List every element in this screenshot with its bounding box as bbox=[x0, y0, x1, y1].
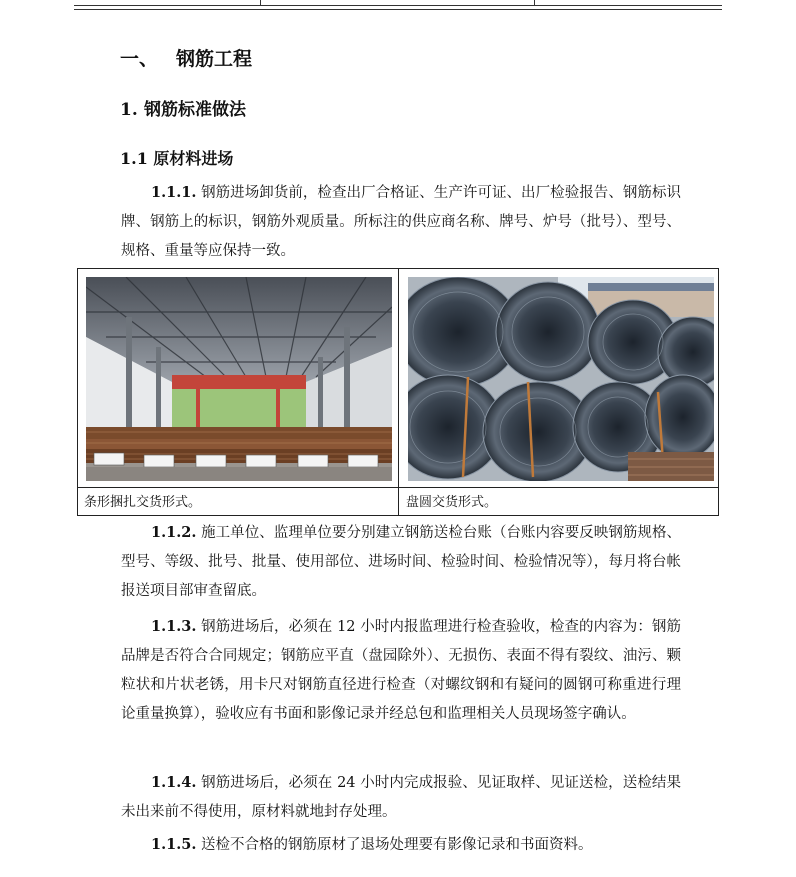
paragraph-1-1-5: 1.1.5. 送检不合格的钢筋原材了退场处理要有影像记录和书面资料。 bbox=[151, 836, 593, 853]
wire-coils-photo bbox=[408, 277, 714, 481]
rebar-warehouse-photo bbox=[86, 277, 392, 481]
section-heading-1: 一、 钢筋工程 bbox=[120, 48, 253, 70]
left-figure-caption: 条形捆扎交货形式。 bbox=[84, 495, 202, 510]
paragraph-1-1-1: 1.1.1. 钢筋进场卸货前，检查出厂合格证、生产许可证、出厂检验报告、钢筋标识牌、钢筋上的标识，钢筋外观质量。所标注的供应商名称、牌号、炉号（批号）、型号、规格、重量等应保持一致。 bbox=[121, 184, 681, 259]
right-figure-caption: 盘圆交货形式。 bbox=[406, 495, 498, 510]
section-heading-3: 1.1 原材料进场 bbox=[120, 149, 234, 168]
paragraph-1-1-3: 1.1.3. 钢筋进场后，必须在 12 小时内报监理进行检查验收，检查的内容为：钢筋品牌是否符合合同规定；钢筋应平直（盘园除外）、无损伤、表面不得有裂纹、油污、颗粒状和片状老锈，用卡尺对钢筋直径进行检查（对螺纹钢和有疑问的圆钢可称重进行理论重量换算），验收应有书面和影像记录并经总包和监理相关人员现场签字确认。 bbox=[121, 618, 682, 722]
top-table-border bbox=[74, 0, 722, 10]
paragraph-1-1-2: 1.1.2. 施工单位、监理单位要分别建立钢筋送检台账（台账内容要反映钢筋规格、型号、等级、批号、批量、使用部位、进场时间、检验时间、检验情况等），每月将台帐报送项目部审查留底。 bbox=[121, 524, 681, 599]
section-heading-2: 1. 钢筋标准做法 bbox=[120, 100, 246, 120]
figure-table bbox=[77, 268, 719, 516]
paragraph-1-1-4: 1.1.4. 钢筋进场后，必须在 24 小时内完成报验、见证取样、见证送检，送检结果未出来前不得使用，原材料就地封存处理。 bbox=[121, 774, 682, 820]
